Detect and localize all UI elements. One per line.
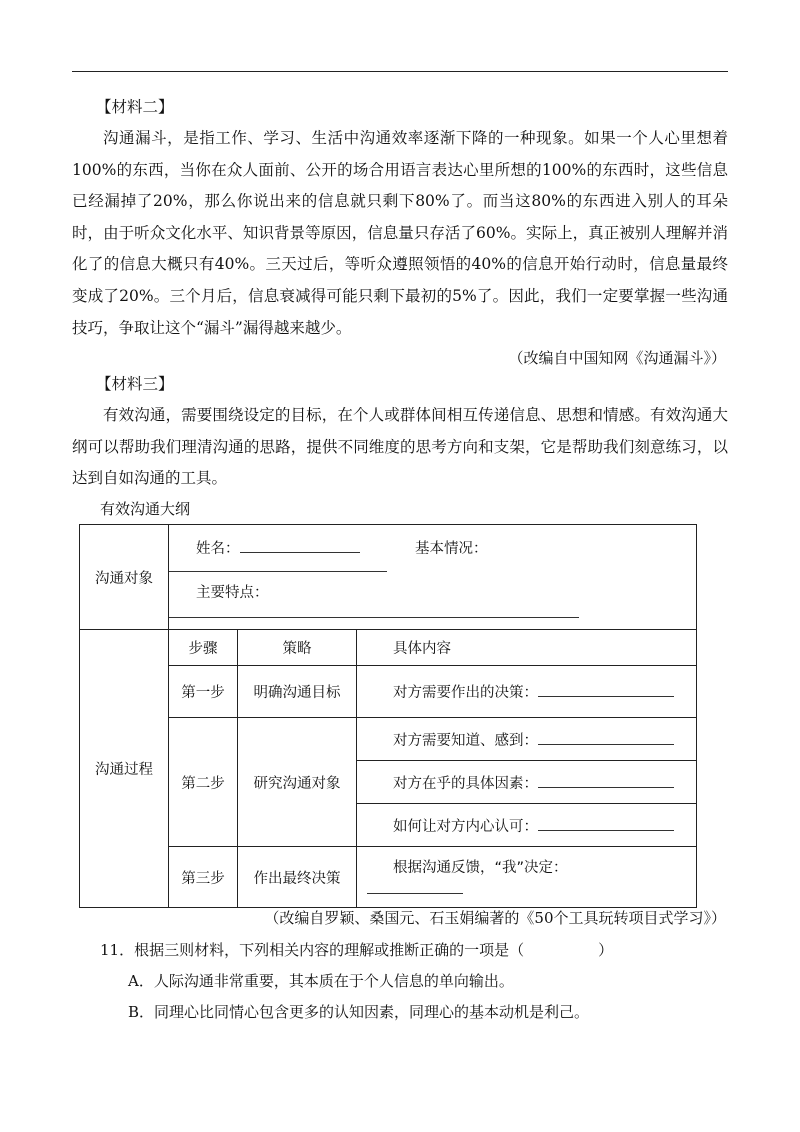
step2-strategy: 研究沟通对象 (238, 718, 357, 847)
material2-source: （改编自中国知网《沟通漏斗》） (508, 349, 726, 367)
step2-row (80, 718, 697, 761)
step1-label: 第一步 (169, 666, 238, 718)
communication-outline-table (79, 524, 697, 908)
material2-heading: 【材料二】 (96, 98, 174, 116)
material3-source: （改编自罗颖、桑国元、石玉娟编著的《50个工具玩转项目式学习》） (264, 909, 726, 927)
option-a: A．人际沟通非常重要，其本质在于个人信息的单向输出。 (128, 972, 514, 990)
answer-blank (538, 773, 674, 788)
object-row (80, 525, 697, 630)
step2-item1: 对方需要知道、感到： (357, 718, 697, 761)
process-label: 沟通过程 (80, 630, 169, 908)
answer-blank (538, 730, 674, 745)
step1-item1: 对方需要作出的决策： (357, 666, 697, 718)
header-row (80, 630, 697, 666)
basic-info-blank (169, 557, 387, 572)
option-b: B．同理心比同情心包含更多的认知因素，同理心的基本动机是利己。 (128, 1003, 590, 1021)
material2-text: 沟通漏斗，是指工作、学习、生活中沟通效率逐渐下降的一种现象。如果一个人心里想着100%的东西，当你在众人面前、公开的场合用语言表达心里所想的100%的东西时，这些信息已经漏掉了20%，那么你说出来的信息就只剩下80%了。而当这80%的东西进入别人的耳朵时，由于听众文化水平、知识背景等原因，信息量只存活了60%。实际上，真正被别人理解并消化了的信息大概只有40%。三天过后，等听众遵照领悟的40%的信息开始行动时，信息量最终变成了20%。三个月后，信息衰减得可能只剩下最初的5%了。因此，我们一定要掌握一些沟通技巧，争取让这个“漏斗”漏得越来越少。 (72, 129, 728, 337)
step1-strategy: 明确沟通目标 (238, 666, 357, 718)
step1-row (80, 666, 697, 718)
material3-heading: 【材料三】 (96, 375, 174, 393)
col-content-header: 具体内容 (357, 630, 697, 666)
object-label: 沟通对象 (80, 525, 169, 630)
step2-item3: 如何让对方内心认可： (357, 804, 697, 847)
question-stem: 11．根据三则材料，下列相关内容的理解或推断正确的一项是（ ） (100, 941, 614, 959)
answer-blank (538, 816, 674, 831)
features-label: 主要特点： (196, 585, 269, 601)
basic-info-label: 基本情况： (415, 541, 488, 557)
col-step-header: 步骤 (169, 630, 238, 666)
features-blank (169, 603, 579, 618)
name-blank (240, 538, 360, 553)
answer-blank (538, 682, 674, 697)
answer-blank (367, 879, 463, 894)
material3-text: 有效沟通，需要围绕设定的目标，在个人或群体间相互传递信息、思想和情感。有效沟通大纲可以帮助我们理清沟通的思路，提供不同维度的思考方向和支架，它是帮助我们刻意练习，以达到自如沟通的工具。 (72, 406, 728, 488)
step3-label: 第三步 (169, 847, 238, 908)
object-details (169, 525, 697, 630)
step3-row (80, 847, 697, 908)
name-label: 姓名： (196, 541, 240, 557)
step3-item1: 根据沟通反馈，“我”决定： (357, 847, 697, 908)
step2-item2: 对方在乎的具体因素： (357, 761, 697, 804)
top-rule (72, 71, 728, 72)
step3-strategy: 作出最终决策 (238, 847, 357, 908)
outline-caption: 有效沟通大纲 (100, 500, 191, 518)
col-strategy-header: 策略 (238, 630, 357, 666)
step2-label: 第二步 (169, 718, 238, 847)
